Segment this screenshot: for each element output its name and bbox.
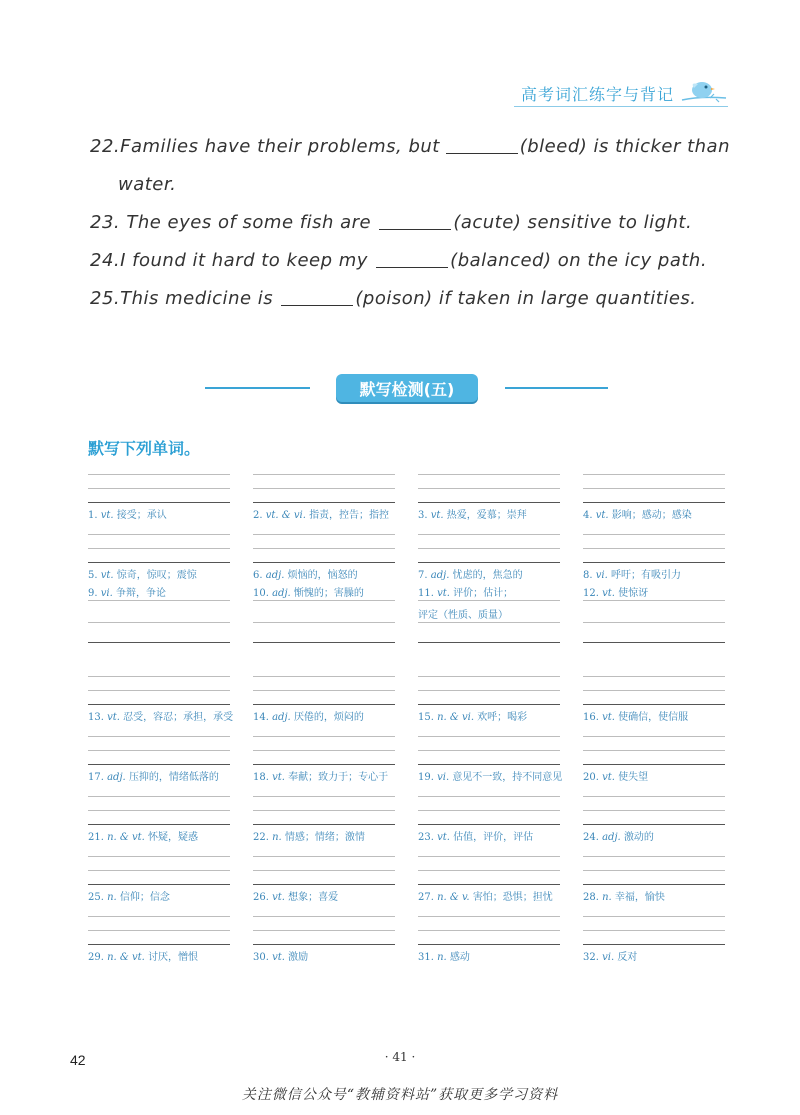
vocab-cell[interactable] (583, 784, 725, 844)
banner-rule-left (205, 387, 310, 389)
vocab-cell[interactable] (88, 844, 230, 904)
writing-line (253, 622, 395, 623)
vocab-meaning: 感动 (449, 952, 470, 963)
vocab-pos: n. & v. (437, 892, 470, 903)
writing-line (253, 930, 395, 931)
vocab-meaning: 讨厌，憎恨 (148, 952, 199, 963)
vocab-pos: vt. (595, 510, 609, 521)
vocab-label (418, 948, 578, 963)
vocab-pos: vi. (100, 588, 113, 599)
vocab-pos: adj. (107, 772, 126, 783)
vocab-label (418, 708, 578, 723)
vocab-label (88, 566, 248, 581)
vocab-number: 11. (418, 588, 434, 599)
vocab-cell[interactable] (418, 904, 560, 964)
vocab-pos: vi. (602, 952, 615, 963)
vocab-number: 5. (88, 570, 98, 581)
vocab-pos: vt. (272, 892, 285, 903)
vocab-meaning: 欢呼；喝彩 (477, 712, 528, 723)
sentence-25-part-b: (poison) if taken in large quantities. (355, 288, 697, 309)
writing-line (88, 622, 230, 623)
vocab-pos: vt. (430, 510, 444, 521)
writing-line (253, 548, 395, 549)
vocab-row (88, 462, 728, 522)
writing-line (583, 704, 725, 705)
vocab-number: 30. (253, 952, 269, 963)
writing-line (88, 488, 230, 489)
vocab-cell[interactable] (88, 664, 234, 724)
writing-line (418, 736, 560, 737)
vocab-label (418, 828, 578, 843)
vocab-cell[interactable] (253, 664, 395, 724)
vocab-meaning: 估值，评价，评估 (453, 832, 534, 843)
writing-line (418, 750, 560, 751)
vocab-label (418, 506, 578, 521)
vocab-cell[interactable] (583, 904, 725, 964)
vocab-meaning: 呼吁；有吸引力 (610, 570, 681, 581)
vocab-cell[interactable] (88, 462, 230, 522)
writing-line (418, 944, 560, 945)
vocab-meaning: 害怕；恐惧；担忧 (472, 892, 553, 903)
writing-line (418, 870, 560, 871)
vocab-number: 12. (583, 588, 599, 599)
vocab-number: 28. (583, 892, 599, 903)
vocab-row (88, 724, 728, 784)
writing-line (418, 764, 560, 765)
writing-line (418, 622, 560, 623)
vocab-pos: adj. (272, 588, 291, 599)
section-banner (0, 374, 800, 402)
vocab-label (88, 584, 248, 599)
writing-line (88, 676, 230, 677)
writing-line (583, 562, 725, 563)
vocab-cell[interactable] (88, 904, 230, 964)
writing-line (88, 856, 230, 857)
vocab-number: 18. (253, 772, 269, 783)
writing-line (418, 534, 560, 535)
vocab-number: 23. (418, 832, 434, 843)
header-title: 高考词汇练字与背记 (520, 84, 674, 104)
vocab-meaning: 压抑的，情绪低落的 (128, 772, 219, 783)
vocab-pos: adj. (430, 570, 450, 581)
vocab-pos: vt. (437, 588, 450, 599)
vocab-cell[interactable] (418, 724, 563, 784)
writing-line (418, 600, 560, 601)
writing-line (418, 676, 560, 677)
vocab-meaning: 怀疑，疑惑 (148, 832, 199, 843)
vocab-meaning: 影响；感动；感染 (611, 510, 692, 521)
sentence-22-part-a: 22.Families have their problems, but (90, 136, 440, 157)
vocab-number: 4. (583, 510, 593, 521)
writing-line (253, 856, 395, 857)
vocab-cell[interactable] (418, 664, 560, 724)
writing-line (418, 930, 560, 931)
writing-line (253, 562, 395, 563)
writing-line (418, 916, 560, 917)
vocab-row (88, 582, 728, 664)
writing-line (583, 622, 725, 623)
writing-line (418, 502, 560, 503)
vocab-cell[interactable] (583, 462, 725, 522)
vocab-pos: vt. (107, 712, 120, 723)
writing-line (253, 474, 395, 475)
vocab-meaning: 信仰；信念 (119, 892, 170, 903)
writing-line (253, 534, 395, 535)
writing-line (253, 796, 395, 797)
vocab-cell[interactable] (88, 784, 230, 844)
vocab-label (88, 888, 248, 903)
vocab-pos: adj. (272, 712, 291, 723)
writing-line (253, 502, 395, 503)
vocab-cell[interactable] (418, 462, 560, 522)
vocab-row (88, 664, 728, 724)
vocab-meaning: 意见不一致，持不同意见 (452, 772, 563, 783)
writing-line (418, 796, 560, 797)
vocab-pos: n. & vt. (107, 952, 145, 963)
vocab-cell[interactable] (583, 724, 725, 784)
vocab-cell[interactable] (253, 582, 395, 664)
vocab-cell[interactable] (583, 844, 725, 904)
vocab-label (88, 828, 248, 843)
writing-line (583, 810, 725, 811)
vocab-number: 19. (418, 772, 434, 783)
vocab-cell[interactable] (253, 904, 395, 964)
vocab-meaning: 反对 (617, 952, 638, 963)
vocab-number: 25. (88, 892, 104, 903)
vocab-number: 7. (418, 570, 428, 581)
answer-blank[interactable] (379, 211, 451, 230)
vocab-meaning: 激励 (288, 952, 309, 963)
writing-line (583, 474, 725, 475)
vocab-cell[interactable] (583, 664, 725, 724)
writing-line (253, 750, 395, 751)
vocab-number: 13. (88, 712, 104, 723)
vocab-cell[interactable] (583, 522, 725, 582)
writing-line (583, 534, 725, 535)
writing-line (253, 736, 395, 737)
writing-line (583, 502, 725, 503)
vocab-pos: vt. (602, 772, 615, 783)
vocab-meaning: 烦恼的，恼怒的 (287, 570, 358, 581)
vocab-label (88, 768, 248, 783)
vocab-row (88, 904, 728, 964)
vocab-pos: vt. (272, 772, 285, 783)
vocab-pos: adj. (265, 570, 285, 581)
vocab-pos: n. & vi. (437, 712, 474, 723)
vocab-number: 15. (418, 712, 434, 723)
writing-line (253, 690, 395, 691)
vocab-label (88, 506, 248, 521)
vocab-pos: vt. & vi. (265, 510, 306, 521)
page-number-left: 42 (70, 1052, 86, 1068)
vocab-label (253, 888, 413, 903)
vocab-meaning: 想象；喜爱 (288, 892, 339, 903)
writing-line (253, 676, 395, 677)
writing-line (418, 824, 560, 825)
vocab-row (88, 784, 728, 844)
vocab-label (418, 768, 578, 783)
vocab-label (583, 708, 743, 723)
writing-line (583, 548, 725, 549)
writing-line (583, 488, 725, 489)
writing-line (88, 474, 230, 475)
page-header (521, 78, 728, 108)
vocab-cell[interactable] (253, 724, 395, 784)
sentence-25-part-a: 25.This medicine is (90, 288, 274, 309)
vocab-number: 29. (88, 952, 104, 963)
writing-line (88, 548, 230, 549)
writing-line (88, 916, 230, 917)
vocab-label (583, 948, 743, 963)
vocab-label (583, 566, 743, 581)
sentence-24 (90, 242, 730, 280)
writing-line (583, 600, 725, 601)
vocab-number: 3. (418, 510, 428, 521)
vocab-label (88, 708, 248, 723)
writing-line (88, 764, 230, 765)
vocab-cell[interactable] (418, 844, 560, 904)
writing-line (88, 824, 230, 825)
sentence-25 (90, 280, 730, 318)
writing-line (88, 750, 230, 751)
banner-label: 默写检测(五) (336, 374, 478, 402)
vocab-cell[interactable] (418, 522, 560, 582)
vocab-meaning: 激动的 (623, 832, 654, 843)
vocab-number: 16. (583, 712, 599, 723)
vocab-meaning: 惊奇，惊叹；震惊 (116, 570, 197, 581)
vocab-label (583, 828, 743, 843)
vocab-meaning: 接受；承认 (116, 510, 167, 521)
vocab-meaning: 热爱，爱慕；崇拜 (446, 510, 527, 521)
vocab-pos: vi. (437, 772, 450, 783)
vocab-number: 26. (253, 892, 269, 903)
vocab-pos: n. & vt. (107, 832, 145, 843)
vocab-number: 14. (253, 712, 269, 723)
vocab-meaning-extra: 评定（性质、质量） (418, 610, 508, 621)
vocab-meaning: 忍受，容忍；承担，承受 (123, 712, 234, 723)
writing-line (253, 916, 395, 917)
vocab-cell[interactable] (88, 582, 230, 664)
vocab-number: 8. (583, 570, 593, 581)
writing-line (418, 562, 560, 563)
vocab-number: 2. (253, 510, 263, 521)
writing-line (583, 736, 725, 737)
vocab-label (253, 828, 413, 843)
sentence-24-part-b: (balanced) on the icy path. (450, 250, 708, 271)
writing-line (253, 824, 395, 825)
vocab-pos: n. (602, 892, 612, 903)
vocab-label (253, 506, 413, 521)
writing-line (88, 944, 230, 945)
writing-line (583, 824, 725, 825)
sentence-23-part-a: 23. The eyes of some fish are (90, 212, 372, 233)
writing-line (418, 474, 560, 475)
banner-rule-right (505, 387, 608, 389)
vocab-cell[interactable] (253, 784, 395, 844)
writing-line (418, 548, 560, 549)
vocab-label (583, 768, 743, 783)
vocab-meaning: 使确信，使信服 (618, 712, 689, 723)
writing-line (418, 690, 560, 691)
vocab-cell[interactable] (418, 784, 560, 844)
sentence-exercises (90, 128, 730, 318)
writing-line (583, 930, 725, 931)
writing-line (88, 690, 230, 691)
bird-icon (680, 78, 728, 108)
vocab-cell[interactable] (253, 522, 395, 582)
vocab-label (253, 768, 413, 783)
vocab-cell[interactable] (583, 582, 725, 664)
writing-line (88, 600, 230, 601)
writing-line (583, 884, 725, 885)
vocab-pos: vt. (437, 832, 450, 843)
vocab-pos: n. (107, 892, 117, 903)
vocab-number: 1. (88, 510, 98, 521)
vocab-pos: vt. (602, 712, 615, 723)
vocab-number: 24. (583, 832, 599, 843)
writing-line (253, 488, 395, 489)
writing-line (583, 870, 725, 871)
writing-line (418, 642, 560, 643)
vocab-number: 9. (88, 588, 98, 599)
vocab-pos: n. (272, 832, 282, 843)
vocab-label (253, 948, 413, 963)
writing-line (253, 642, 395, 643)
writing-line (418, 856, 560, 857)
vocab-pos: vt. (100, 570, 114, 581)
sentence-23 (90, 204, 730, 242)
vocab-pos: vt. (272, 952, 285, 963)
vocab-pos: vt. (100, 510, 114, 521)
writing-line (253, 600, 395, 601)
writing-line (88, 502, 230, 503)
vocab-label (583, 888, 743, 903)
writing-line (583, 750, 725, 751)
vocab-label (418, 584, 578, 599)
vocab-meaning: 争辩，争论 (115, 588, 166, 599)
sentence-22 (90, 128, 730, 204)
writing-line (88, 810, 230, 811)
answer-blank[interactable] (446, 135, 518, 154)
vocab-meaning: 使失望 (618, 772, 649, 783)
header-underline (514, 106, 728, 107)
vocab-pos: vt. (602, 588, 615, 599)
vocab-number: 6. (253, 570, 263, 581)
vocab-row (88, 844, 728, 904)
writing-line (583, 642, 725, 643)
vocab-meaning: 幸福，愉快 (614, 892, 665, 903)
writing-line (583, 690, 725, 691)
writing-line (253, 884, 395, 885)
vocab-meaning: 惭愧的；害臊的 (293, 588, 364, 599)
vocab-meaning: 指责，控告；指控 (309, 510, 390, 521)
writing-line (88, 534, 230, 535)
vocab-label (583, 506, 743, 521)
writing-line (418, 488, 560, 489)
writing-line (418, 704, 560, 705)
vocab-number: 20. (583, 772, 599, 783)
writing-line (88, 796, 230, 797)
writing-line (583, 796, 725, 797)
writing-line (88, 736, 230, 737)
vocab-meaning: 情感；情绪；激情 (284, 832, 365, 843)
vocab-number: 22. (253, 832, 269, 843)
vocab-number: 27. (418, 892, 434, 903)
vocab-number: 10. (253, 588, 269, 599)
vocab-meaning: 使惊讶 (618, 588, 649, 599)
answer-blank[interactable] (281, 287, 353, 306)
vocab-meaning: 奉献；致力于；专心于 (288, 772, 389, 783)
writing-line (583, 676, 725, 677)
vocab-number: 32. (583, 952, 599, 963)
vocab-pos: adj. (602, 832, 621, 843)
vocabulary-grid (88, 462, 728, 964)
writing-line (253, 704, 395, 705)
vocab-meaning: 厌倦的，烦闷的 (293, 712, 364, 723)
vocab-cell[interactable] (253, 844, 395, 904)
writing-line (88, 642, 230, 643)
writing-line (583, 764, 725, 765)
vocab-cell[interactable] (88, 522, 230, 582)
sentence-22-part-b: (bleed) is thicker than (519, 136, 730, 157)
vocab-label (253, 566, 413, 581)
writing-line (88, 884, 230, 885)
vocab-label (418, 888, 578, 903)
writing-line (253, 810, 395, 811)
writing-line (418, 884, 560, 885)
footer-note: 关注微信公众号“教辅资料站”获取更多学习资料 (241, 1087, 559, 1103)
answer-blank[interactable] (376, 249, 448, 268)
vocab-pos: n. (437, 952, 447, 963)
writing-line (88, 870, 230, 871)
vocab-label (253, 584, 413, 599)
writing-line (583, 944, 725, 945)
vocab-cell[interactable] (253, 462, 395, 522)
writing-line (88, 704, 230, 705)
writing-line (253, 764, 395, 765)
vocab-meaning: 忧虑的，焦急的 (452, 570, 523, 581)
writing-line (583, 856, 725, 857)
vocab-cell[interactable] (418, 582, 560, 664)
writing-line (253, 944, 395, 945)
vocab-cell[interactable] (88, 724, 230, 784)
vocab-meaning: 评价；估计； (453, 588, 514, 599)
section-title: 默写下列单词。 (88, 439, 201, 458)
vocab-label (583, 584, 743, 599)
page-number-center: · 41 · (384, 1050, 416, 1064)
writing-line (583, 916, 725, 917)
writing-line (88, 930, 230, 931)
writing-line (253, 870, 395, 871)
vocab-label (88, 948, 248, 963)
sentence-24-part-a: 24.I found it hard to keep my (90, 250, 368, 271)
writing-line (88, 562, 230, 563)
sentence-23-part-b: (acute) sensitive to light. (453, 212, 693, 233)
vocab-label (418, 566, 578, 581)
vocab-row (88, 522, 728, 582)
sentence-22-continuation: water. (118, 174, 177, 195)
writing-line (418, 810, 560, 811)
vocab-pos: vi. (595, 570, 608, 581)
vocab-number: 21. (88, 832, 104, 843)
vocab-number: 31. (418, 952, 434, 963)
vocab-label (253, 708, 413, 723)
vocab-number: 17. (88, 772, 104, 783)
